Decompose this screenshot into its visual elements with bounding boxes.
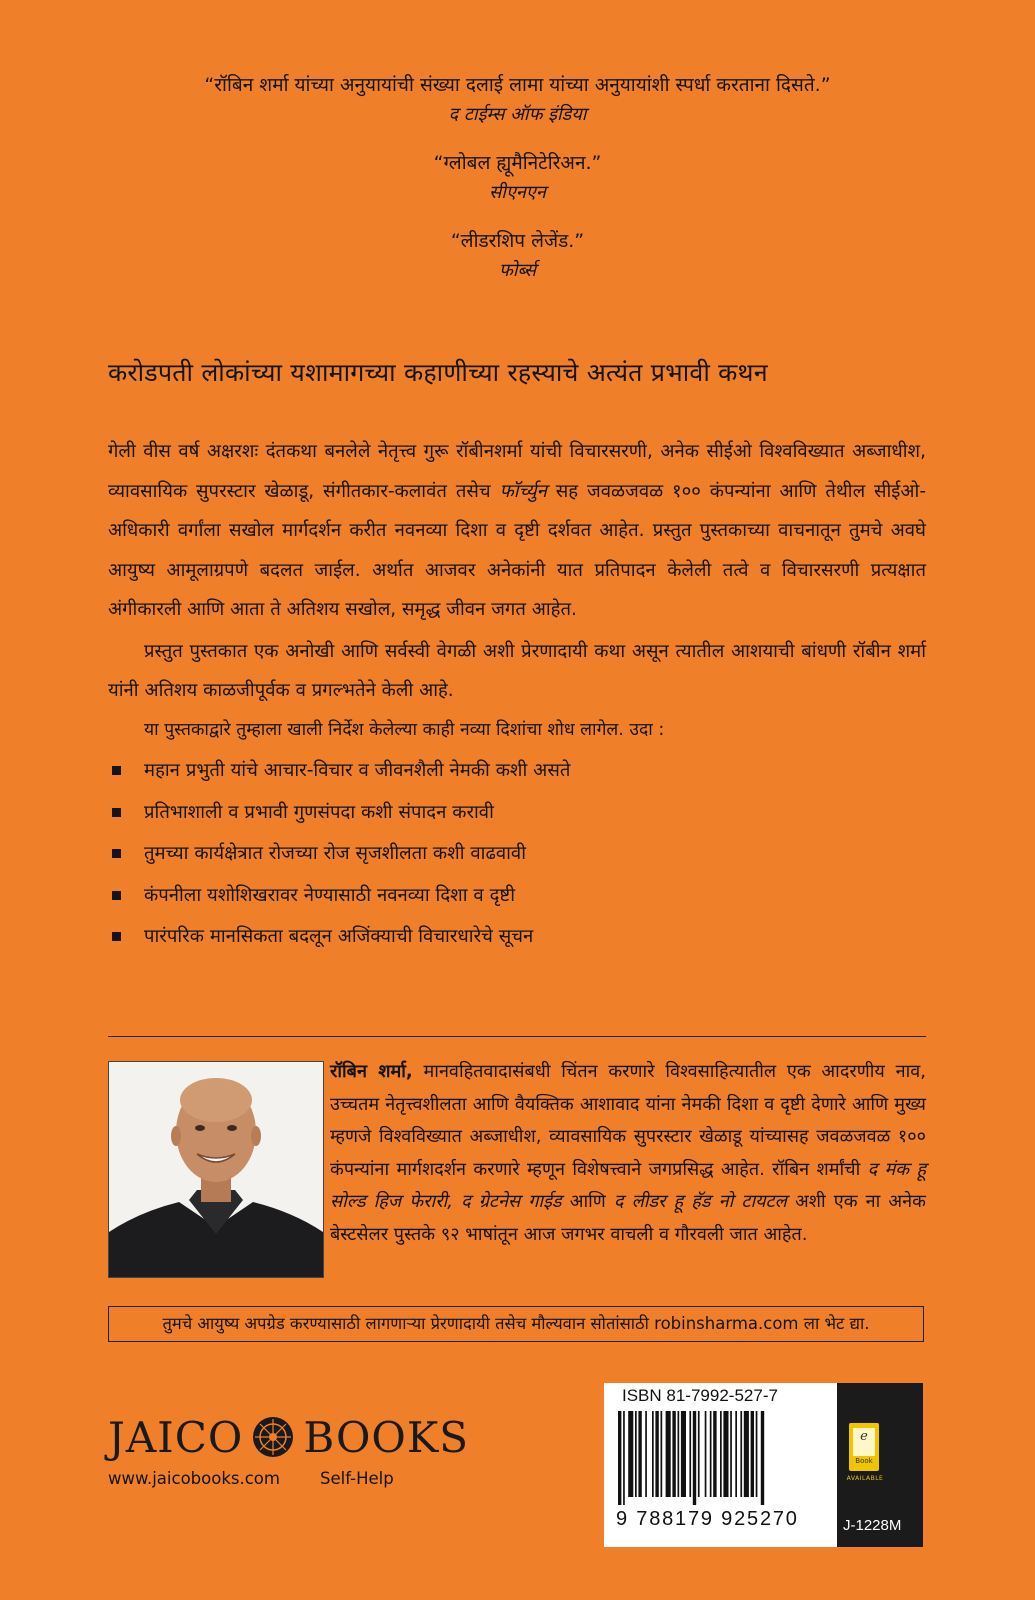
blurb-paragraph	[108, 432, 926, 630]
barcode-bar	[693, 1411, 696, 1505]
barcode-bar	[713, 1411, 716, 1497]
barcode-bar	[723, 1411, 728, 1497]
barcode-bar	[730, 1411, 732, 1497]
ebook-panel	[837, 1383, 923, 1547]
benefit-list	[108, 750, 926, 958]
bio-text: मानवहितवादासंबधी चिंतन करणारे विश्वसाहित्यातील एक आदरणीय नाव, उच्चतम नेतृत्त्वशीलता आणि वैयक्तिक आशावाद यांना नेमकी दिशा व दृष्टी देणारे आणि मुख्य म्हणजे विश्वविख्यात अब्जाधीश, व्यावसायिक सुपरस्टार खेळाडू यांच्यासह जवळजवळ १०० कंपन्यांना मार्गशदर्शन करणारे म्हणून विशेषत्त्वाने जगप्रसिद्ध आहेत. रॉबिन शर्मांची	[330, 1061, 926, 1180]
barcode-bar	[645, 1411, 647, 1497]
barcode-bar	[705, 1411, 707, 1497]
bullet-square-icon	[112, 849, 121, 858]
website-callout: तुमचे आयुष्य अपग्रेड करण्यासाठी लागणाऱ्या प्रेरणादायी तसेच मौल्यवान सोतांसाठी robinsharma.com ला भेट द्या.	[108, 1306, 924, 1342]
blurb-paragraph: प्रस्तुत पुस्तकात एक अनोखी आणि सर्वस्वी वेगळी अशी प्रेरणादायी कथा असून त्यातील आशयाची बांधणी रॉबीन शर्मा यांनी अतिशय काळजीपूर्वक व प्रगल्भतेने केली आहे.	[108, 640, 926, 701]
catalog-code: J-1228M	[843, 1517, 902, 1534]
quote-text: “रॉबिन शर्मा यांच्या अनुयायांची संख्या दलाई लामा यांच्या अनुयायांशी स्पर्धा करताना दिसते.”	[204, 74, 831, 96]
barcode-digits: 9 788179 925270	[616, 1508, 799, 1530]
barcode-bar	[635, 1411, 637, 1497]
barcode-bar	[756, 1411, 758, 1497]
list-item-text: कंपनीला यशोशिखरावर नेण्यासाठी नवनव्या दिशा व दृष्टी	[144, 884, 515, 906]
barcode-icon	[616, 1411, 826, 1505]
testimonials	[0, 72, 1035, 300]
list-item	[108, 792, 926, 834]
list-item-text: तुमच्या कार्यक्षेत्रात रोजच्या रोज सृजशीलता कशी वाढवावी	[144, 843, 527, 864]
author-photo	[108, 1061, 324, 1278]
quote-source: द टाईम्स ऑफ इंडिया	[448, 104, 587, 125]
bullet-square-icon	[112, 808, 121, 817]
barcode-bar	[710, 1411, 712, 1497]
bio-text: अशी एक ना अनेक बेस्टसेलर पुस्तके ९२ भाषांतून आज जगभर वाचली व गौरवली जात आहेत.	[330, 1191, 926, 1245]
divider	[108, 1036, 926, 1037]
list-item	[108, 833, 926, 875]
list-item	[108, 875, 926, 917]
quote-source: सीएनएन	[489, 182, 546, 203]
bullet-square-icon	[112, 932, 121, 941]
publisher-website: www.jaicobooks.com	[108, 1469, 280, 1488]
book-category: Self-Help	[320, 1469, 394, 1488]
barcode-block	[604, 1383, 837, 1547]
author-portrait-icon	[109, 1062, 323, 1277]
ebook-available: AVAILABLE	[846, 1475, 884, 1482]
blurb-text: गेली वीस वर्ष अक्षरशः दंतकथा बनलेले नेतृत्त्व गुरू रॉबीनशर्मा यांची विचारसरणी, अनेक सीईओ विश्वविख्यात अब्जाधीश, व्यावसायिक सुपरस्टार खेळाडू, संगीतकार-कलावंत तसेच	[108, 441, 926, 502]
blurb	[108, 432, 926, 958]
barcode-bar	[628, 1411, 633, 1497]
barcode-bar	[638, 1411, 641, 1497]
quote-source: फोर्ब्स	[499, 260, 536, 281]
isbn-label: ISBN 81-7992-527-7	[622, 1386, 778, 1405]
ebook-e: e	[860, 1429, 868, 1444]
barcode-bar	[761, 1411, 764, 1505]
chakra-emblem-icon	[251, 1415, 295, 1459]
barcode-bar	[751, 1411, 754, 1497]
list-item-text: महान प्रभुती यांचे आचार-विचार व जीवनशैली नेमकी कशी असते	[144, 760, 571, 781]
barcode-bar	[655, 1411, 658, 1497]
barcode-bar	[678, 1411, 680, 1497]
list-item	[108, 750, 926, 792]
barcode-bar	[689, 1411, 691, 1497]
bullet-intro: या पुस्तकाद्वारे तुम्हाला खाली निर्देश केलेल्या काही नव्या दिशांचा शोध लागेल. उदा :	[144, 719, 665, 740]
list-item	[108, 916, 926, 958]
barcode-bar	[735, 1411, 737, 1497]
quote-text: “लीडरशिप लेजेंड.”	[450, 230, 585, 252]
author-name: रॉबिन शर्मा,	[330, 1061, 413, 1082]
book-title: द लीडर हू हॅड नो टायटल	[613, 1191, 787, 1212]
list-item-text: प्रतिभाशाली व प्रभावी गुणसंपदा कशी संपादन करावी	[144, 801, 494, 823]
author-bio	[330, 1056, 926, 1251]
barcode-bar	[666, 1411, 671, 1497]
list-item-text: पारंपरिक मानसिकता बदलून अजिंक्याची विचारधारेचे सूचन	[144, 926, 534, 947]
barcode-bar	[744, 1411, 749, 1497]
headline: करोडपती लोकांच्या यशामागच्या कहाणीच्या रहस्याचे अत्यंत प्रभावी कथन	[108, 358, 768, 387]
barcode-bar	[652, 1411, 654, 1497]
magazine-title: फॉर्च्युन	[499, 480, 547, 502]
barcode-bar	[672, 1411, 675, 1497]
quote-text: “ग्लोबल ह्यूमैनिटेरिअन.”	[433, 152, 602, 174]
bullet-square-icon	[112, 766, 121, 775]
barcode-bar	[720, 1411, 722, 1497]
barcode-bar	[740, 1411, 742, 1497]
book-title: द मंक हू सोल्ड हिज फेरारी,	[330, 1158, 926, 1212]
barcode-bar	[661, 1411, 663, 1497]
logo-text-left: JAICO	[108, 1412, 244, 1462]
bio-text: आणि	[561, 1191, 614, 1212]
ebook-icon	[849, 1423, 879, 1471]
barcode-bar	[618, 1411, 621, 1505]
logo-text-right: BOOKS	[303, 1412, 469, 1462]
barcode-bar	[681, 1411, 686, 1497]
blurb-text: सह जवळजवळ १०० कंपन्यांना आणि तेथील सीईओ-अधिकारी वर्गांला सखोल मार्गदर्शन करीत नवनव्या दिशा व दृष्टी दर्शवत आहेत. प्रस्तुत पुस्तकाच्या वाचनातून तुमचे अवघे आयुष्य आमूलाग्रपणे बदलत जाईल. अर्थात आजवर अनेकांनी यात प्रतिपादन केलेली तत्वे व विचारसरणी प्रत्यक्षात अंगीकारली आणि आता ते अतिशय सखोल, समृद्ध जीवन जगत आहेत.	[108, 480, 926, 620]
publisher-logo	[108, 1412, 469, 1462]
barcode-bar	[698, 1411, 700, 1497]
book-title: द ग्रेटनेस गाईड	[461, 1191, 562, 1212]
bullet-square-icon	[112, 891, 121, 900]
ebook-label: Book	[855, 1457, 873, 1465]
barcode-bar	[623, 1411, 625, 1505]
